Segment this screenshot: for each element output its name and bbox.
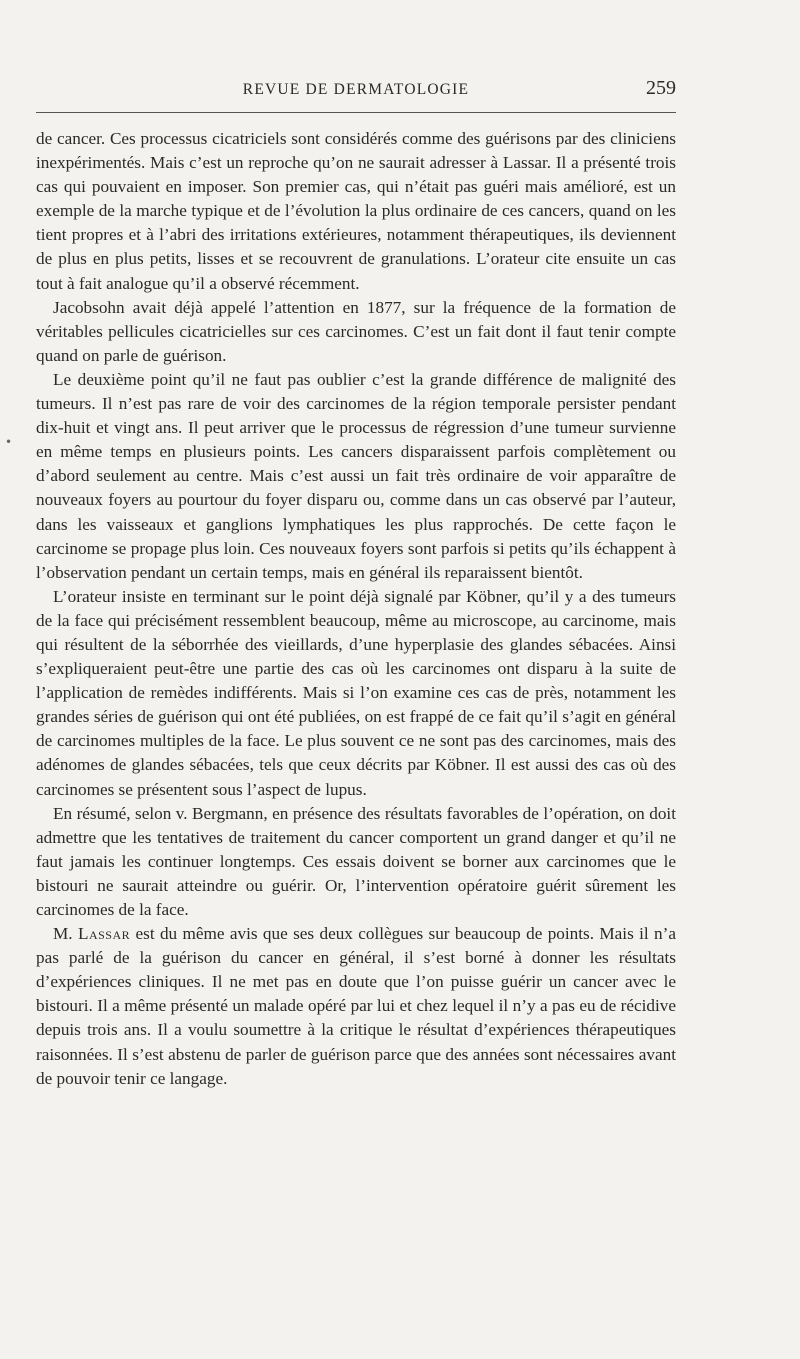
speaker-name: Lassar (77, 924, 131, 944)
paragraph-6 (36, 922, 676, 1091)
article-body (36, 127, 676, 1091)
paragraph-2: Jacobsohn avait déjà appelé l’attention en 1877, sur la fréquence de la formation de véritables pellicules cicatricielles sur ces carcinomes. C’est un fait dont il faut tenir compte quand on parle de guérison. (36, 297, 676, 365)
paragraph-5: En résumé, selon v. Bergmann, en présence des résultats favorables de l’opération, on doit admettre que les tentatives de traitement du cancer comportent un grand danger et qu’il ne faut jamais les continuer longtemps. Ces essais doivent se borner aux carcinomes que le bistouri ne saurait atteindre ou guérir. Or, l’intervention opératoire guérit sûrement les carcinomes de la face. (36, 803, 676, 919)
paragraph-4: L’orateur insiste en terminant sur le point déjà signalé par Köbner, qu’il y a des tumeurs de la face qui précisément ressemblent beaucoup, même au microscope, au carcinome, mais qui résultent de la séborrhée des vieillards, d’une hyperplasie des glandes sébacées. Ainsi s’expliqueraient peut-être une partie des cas où les carcinomes ont disparu à la suite de l’application de remèdes indifférents. Mais si l’on examine ces cas de près, notamment les grandes séries de guérison qui ont été publiées, on est frappé de ce fait qu’il s’agit en général de carcinomes multiples de la face. Le plus souvent ce ne sont pas des carcinomes, mais des adénomes de glandes sébacées, tels que ceux décrits par Köbner. Il est aussi des cas où des carcinomes se présentent sous l’aspect de lupus. (36, 586, 676, 799)
paragraph-1: de cancer. Ces processus cicatriciels sont considérés comme des guérisons par des cliniciens inexpérimentés. Mais c’est un reproche qu’on ne saurait adresser à Lassar. Il a présenté trois cas qui pouvaient en imposer. Son premier cas, qui n’était pas guéri mais amélioré, est un exemple de la marche typique et de l’évolution la plus ordinaire de ces cancers, quand on les tient propres et à l’abri des irritations extérieures, notamment thérapeutiques, ils deviennent de plus en plus petits, lisses et se recouvrent de granulations. L’orateur cite ensuite un cas tout à fait analogue qu’il a observé récemment. (36, 129, 676, 293)
running-header (36, 73, 676, 101)
header-rule (36, 112, 676, 113)
margin-mark: • (5, 435, 13, 449)
page-number: 259 (646, 77, 676, 99)
paragraph-3: Le deuxième point qu’il ne faut pas oublier c’est la grande différence de malignité des tumeurs. Il n’est pas rare de voir des carcinomes de la région temporale persister pendant dix-huit et vingt ans. Il peut arriver que le processus de régression d’une tumeur survienne en même temps en plusieurs points. Les cancers disparaissent parfois complètement ou d’abord seulement au centre. Mais c’est aussi un fait très ordinaire de voir apparaître de nouveaux foyers au pourtour du foyer disparu ou, comme dans un cas observé par l’auteur, dans les vaisseaux et ganglions lymphatiques les plus rapprochés. De cette façon le carcinome se propage plus loin. Ces nouveaux foyers sont parfois si petits qu’ils échappent à l’observation pendant un certain temps, mais en général ils reparaissent bientôt. (36, 369, 676, 582)
paragraph-6-text: est du même avis que ses deux collègues sur beaucoup de points. Mais il n’a pas parlé de la guérison du cancer en général, il s’est borné à donner les résultats d’expériences cliniques. Il ne met pas en doute que l’on puisse guérir un cancer avec le bistouri. Il a même présenté un malade opéré par lui et chez lequel il n’y a pas eu de récidive depuis trois ans. Il a voulu soumettre à la critique le résultat d’expériences thérapeutiques raisonnées. Il s’est abstenu de parler de guérison parce que des années sont nécessaires avant de pouvoir tenir ce langage. (36, 924, 676, 1088)
journal-title: REVUE DE DERMATOLOGIE (242, 81, 470, 98)
paragraph-6-prefix: M. (53, 924, 78, 944)
